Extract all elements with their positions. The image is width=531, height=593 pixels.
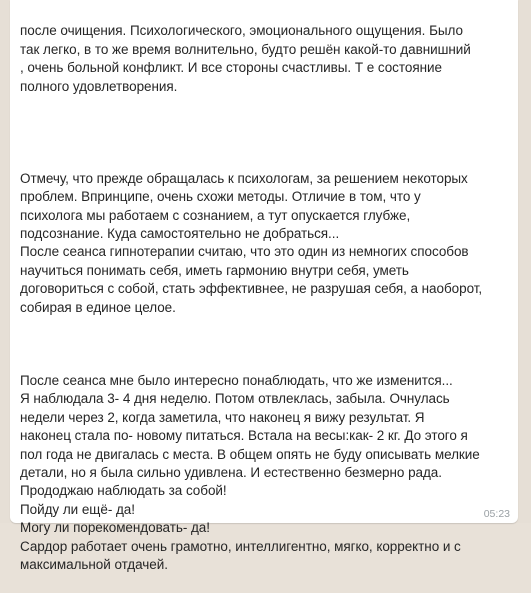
message-timestamp: 05:23 (483, 508, 510, 520)
paragraph-spacer (20, 114, 510, 151)
message-paragraph-3: После сеанса мне было интересно понаблюдать, что же изменится... Я наблюдала 3- 4 дня неделю. Потом отвлеклась, забыла. Очнулась недели через 2, когда заметила, что наконец я вижу результат. Я наконец стала по- новому питаться. Встала на весы:как- 2 кг. До этого я пол года не двигалась с места. В общем опять не буду описывать мелкие детали, но я была сильно удивлена. И естественно безмерно рада. Прододжаю наблюдать за собой! Пойду ли ещё- да! Могу ли порекомендовать- да! Сардор работает очень грамотно, интеллигентно, мягко, корректно и с максимальной отдачей. (20, 372, 480, 572)
message-paragraph-2: Отмечу, что прежде обращалась к психологам, за решением некоторых проблем. Впринципе, очень схожи методы. Отличие в том, что у психолога мы работаем с сознанием, а тут опускается глубже, подсознание. Куда самостоятельно не добраться... После сеанса гипнотерапии считаю, что это один из немногих способов научиться понимать себя, иметь гармонию внутри себя, уметь договориться с собой, стать эффективнее, не разрушая себя, а наоборот, собирая в единое целое. (20, 170, 483, 315)
message-text (20, 4, 510, 593)
paragraph-spacer (20, 336, 510, 354)
message-bubble[interactable] (10, 0, 518, 572)
message-paragraph-1: после очищения. Психологического, эмоционального ощущения. Было так легко, в то же время волнительно, будто решён какой-то давнишний , очень больной конфликт. И все стороны счастливы. Т е состояние полного удовлетворения. (20, 23, 471, 94)
